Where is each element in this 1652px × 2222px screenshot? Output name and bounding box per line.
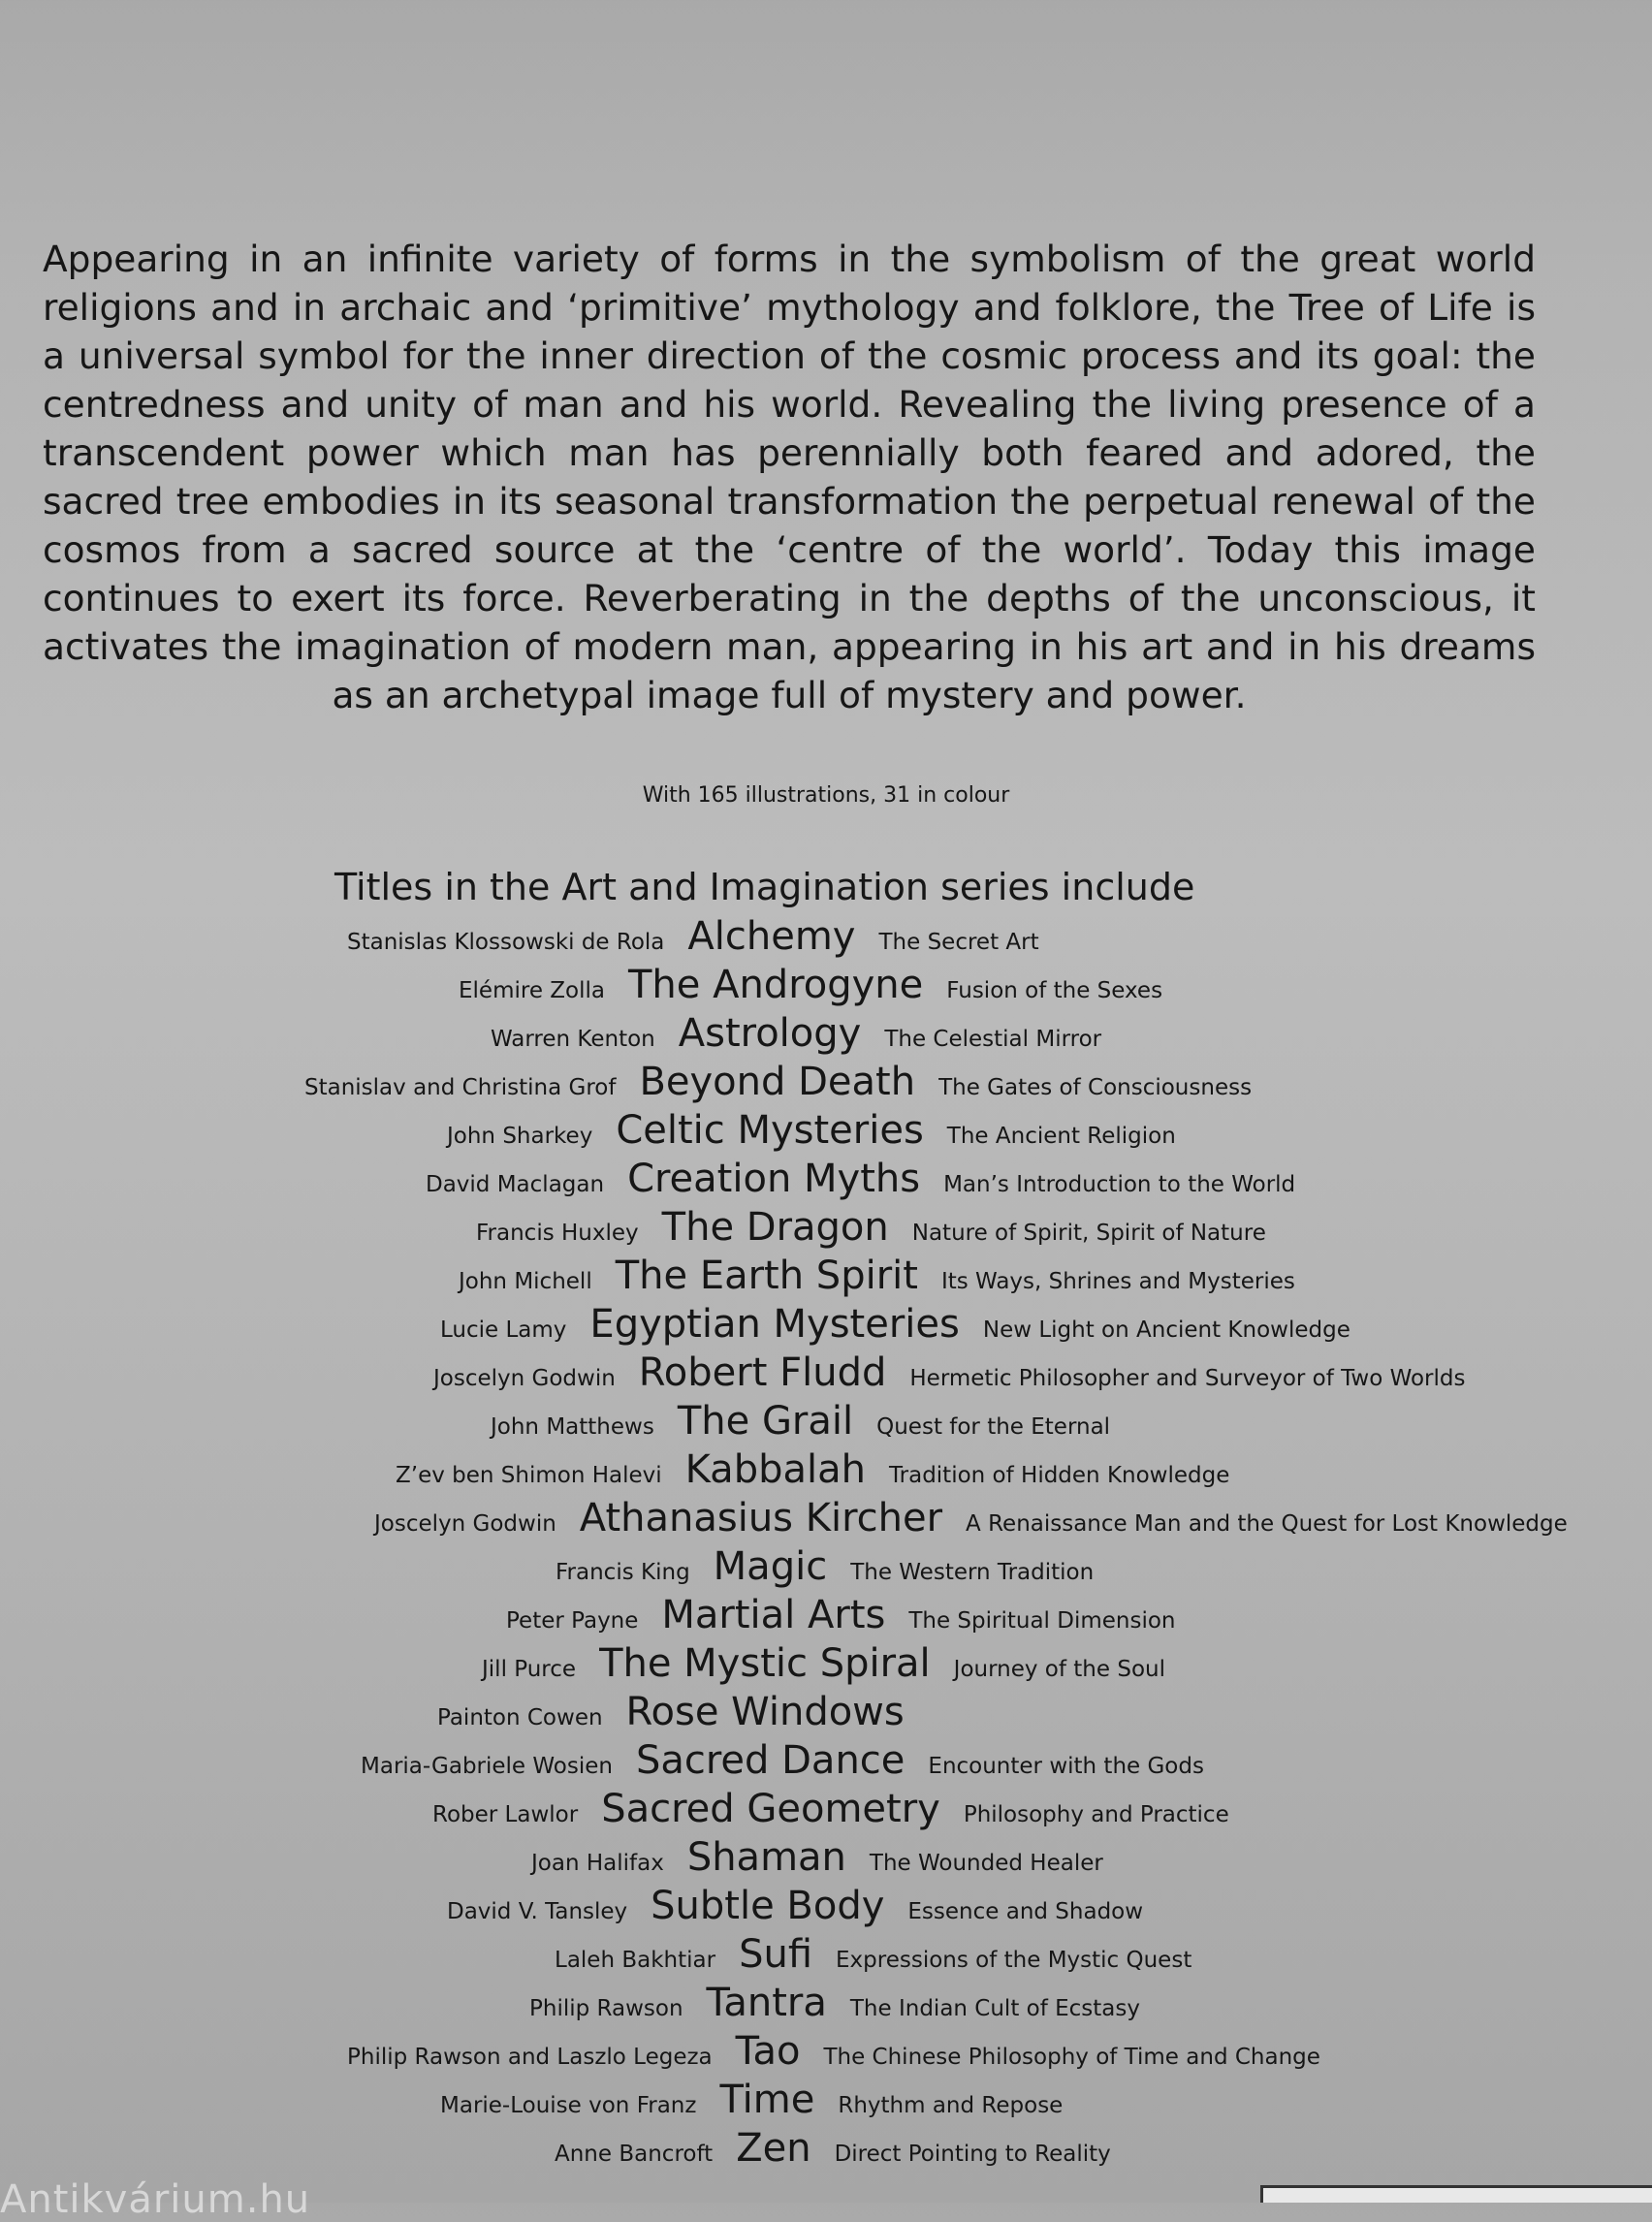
watermark: Antikvárium.hu — [0, 2177, 311, 2222]
title-row — [347, 2027, 1320, 2076]
title-subtitle: The Secret Art — [878, 930, 1039, 955]
series-heading: Titles in the Art and Imagination series include — [334, 866, 1195, 908]
title-subtitle: The Gates of Consciousness — [938, 1075, 1253, 1100]
title-subtitle: Encounter with the Gods — [928, 1754, 1204, 1779]
title-author: Z’ev ben Shimon Halevi — [396, 1463, 662, 1488]
title-name: Time — [719, 2078, 815, 2122]
title-subtitle: Its Ways, Shrines and Mysteries — [940, 1269, 1295, 1294]
title-row — [374, 1494, 1568, 1542]
title-row — [529, 1979, 1140, 2027]
title-author: John Matthews — [491, 1414, 654, 1440]
title-author: Rober Lawlor — [432, 1802, 579, 1827]
title-row — [556, 1542, 1094, 1591]
title-name: Sacred Geometry — [601, 1787, 940, 1831]
title-author: Philip Rawson and Laszlo Legeza — [347, 2045, 713, 2070]
title-row — [432, 1785, 1229, 1833]
title-author: Philip Rawson — [529, 1996, 683, 2021]
title-row — [347, 912, 1039, 961]
title-name: Sufi — [739, 1932, 813, 1977]
title-author: Marie-Louise von Franz — [440, 2093, 697, 2118]
title-author: Peter Payne — [506, 1608, 639, 1634]
title-name: The Dragon — [661, 1205, 889, 1250]
title-name: Celtic Mysteries — [616, 1108, 924, 1153]
title-name: Rose Windows — [625, 1690, 905, 1734]
title-subtitle: The Ancient Religion — [946, 1124, 1176, 1149]
title-row — [459, 961, 1162, 1009]
title-author: Francis Huxley — [476, 1221, 639, 1246]
title-name: Tao — [735, 2029, 801, 2074]
title-name: Subtle Body — [651, 1884, 885, 1928]
title-row — [433, 1349, 1465, 1397]
title-row — [531, 1833, 1103, 1882]
title-subtitle: Journey of the Soul — [953, 1657, 1165, 1682]
title-name: Kabbalah — [684, 1447, 866, 1492]
title-subtitle: New Light on Ancient Knowledge — [982, 1317, 1350, 1343]
title-name: Alchemy — [687, 914, 856, 959]
title-author: John Sharkey — [447, 1124, 593, 1149]
corner-sticker — [1260, 2185, 1652, 2203]
title-row — [437, 1688, 928, 1736]
title-subtitle: Philosophy and Practice — [963, 1802, 1229, 1827]
title-row — [447, 1882, 1143, 1930]
title-author: Maria-Gabriele Wosien — [361, 1754, 613, 1779]
title-row — [304, 1058, 1252, 1106]
title-name: Egyptian Mysteries — [589, 1302, 960, 1347]
title-subtitle: Nature of Spirit, Spirit of Nature — [911, 1221, 1266, 1246]
title-row — [440, 2076, 1063, 2124]
title-name: Magic — [713, 1544, 828, 1589]
title-subtitle: Expressions of the Mystic Quest — [836, 1948, 1192, 1973]
title-subtitle: Essence and Shadow — [907, 1899, 1144, 1924]
illustrations-note: With 165 illustrations, 31 in colour — [642, 783, 1010, 808]
title-subtitle: The Spiritual Dimension — [908, 1608, 1176, 1634]
title-row — [440, 1300, 1350, 1349]
title-row — [426, 1155, 1295, 1203]
title-author: Francis King — [556, 1560, 690, 1585]
title-author: Stanislav and Christina Grof — [304, 1075, 617, 1100]
title-row — [555, 2124, 1111, 2173]
title-author: David Maclagan — [426, 1172, 605, 1197]
title-author: Lucie Lamy — [440, 1317, 567, 1343]
title-name: Martial Arts — [661, 1593, 886, 1637]
title-row — [491, 1397, 1110, 1445]
title-row — [555, 1930, 1191, 1979]
title-author: David V. Tansley — [447, 1899, 628, 1924]
title-name: The Androgyne — [627, 963, 924, 1007]
title-name: The Grail — [677, 1399, 854, 1444]
title-author: Elémire Zolla — [459, 978, 605, 1003]
title-author: Laleh Bakhtiar — [555, 1948, 716, 1973]
title-subtitle: Fusion of the Sexes — [946, 978, 1163, 1003]
title-name: Tantra — [706, 1981, 827, 2025]
title-author: Warren Kenton — [491, 1027, 655, 1052]
title-subtitle: Quest for the Eternal — [876, 1414, 1111, 1440]
title-subtitle: The Indian Cult of Ecstasy — [849, 1996, 1140, 2021]
title-name: Astrology — [678, 1011, 862, 1056]
title-author: Joscelyn Godwin — [433, 1366, 616, 1391]
title-row — [506, 1591, 1176, 1639]
title-row — [476, 1203, 1266, 1252]
title-author: Stanislas Klossowski de Rola — [347, 930, 665, 955]
title-row — [459, 1252, 1295, 1300]
title-author: Painton Cowen — [437, 1705, 603, 1730]
title-subtitle: The Wounded Healer — [869, 1851, 1103, 1876]
title-subtitle: The Western Tradition — [850, 1560, 1095, 1585]
title-author: Joan Halifax — [531, 1851, 664, 1876]
title-author: Jill Purce — [482, 1657, 577, 1682]
title-author: Anne Bancroft — [555, 2142, 714, 2167]
title-name: Sacred Dance — [635, 1738, 905, 1783]
title-subtitle: Rhythm and Repose — [838, 2093, 1064, 2118]
title-row — [482, 1639, 1165, 1688]
title-subtitle: Tradition of Hidden Knowledge — [888, 1463, 1230, 1488]
title-name: Athanasius Kircher — [579, 1496, 943, 1540]
title-subtitle: The Celestial Mirror — [884, 1027, 1102, 1052]
title-row — [491, 1009, 1101, 1058]
title-subtitle: A Renaissance Man and the Quest for Lost Knowledge — [966, 1511, 1568, 1537]
title-author: Joscelyn Godwin — [374, 1511, 556, 1537]
title-subtitle: The Chinese Philosophy of Time and Change — [823, 2045, 1320, 2070]
title-row — [396, 1445, 1229, 1494]
title-subtitle: Man’s Introduction to the World — [943, 1172, 1296, 1197]
title-row — [447, 1106, 1176, 1155]
title-subtitle: Direct Pointing to Reality — [834, 2142, 1111, 2167]
title-name: The Mystic Spiral — [599, 1641, 931, 1686]
title-name: Zen — [736, 2126, 811, 2171]
title-subtitle: Hermetic Philosopher and Surveyor of Two Worlds — [909, 1366, 1466, 1391]
title-name: Beyond Death — [639, 1060, 916, 1104]
title-name: Shaman — [686, 1835, 846, 1880]
title-name: Robert Fludd — [638, 1350, 887, 1395]
title-author: John Michell — [459, 1269, 592, 1294]
title-name: Creation Myths — [627, 1157, 921, 1201]
back-cover-blurb: Appearing in an infinite variety of forms in the symbolism of the great world religions and in archaic and ‘primitive’ mythology and folklore, the Tree of Life is a universal symbol for the inner direction of the cosmic process and its goal: the centredness and unity of man and his world. Revealing the living presence of a transcendent power which man has perennially both feared and adored, the sacred tree embodies in its seasonal transformation the perpetual renewal of the cosmos from a sacred source at the ‘centre of the world’. Today this image continues to exert its force. Reverberating in the depths of the unconscious, it activates the imagination of modern man, appearing in his art and in his dreams as an archetypal image full of mystery and power. — [43, 238, 1536, 716]
title-name: The Earth Spirit — [615, 1254, 918, 1298]
title-row — [361, 1736, 1204, 1785]
